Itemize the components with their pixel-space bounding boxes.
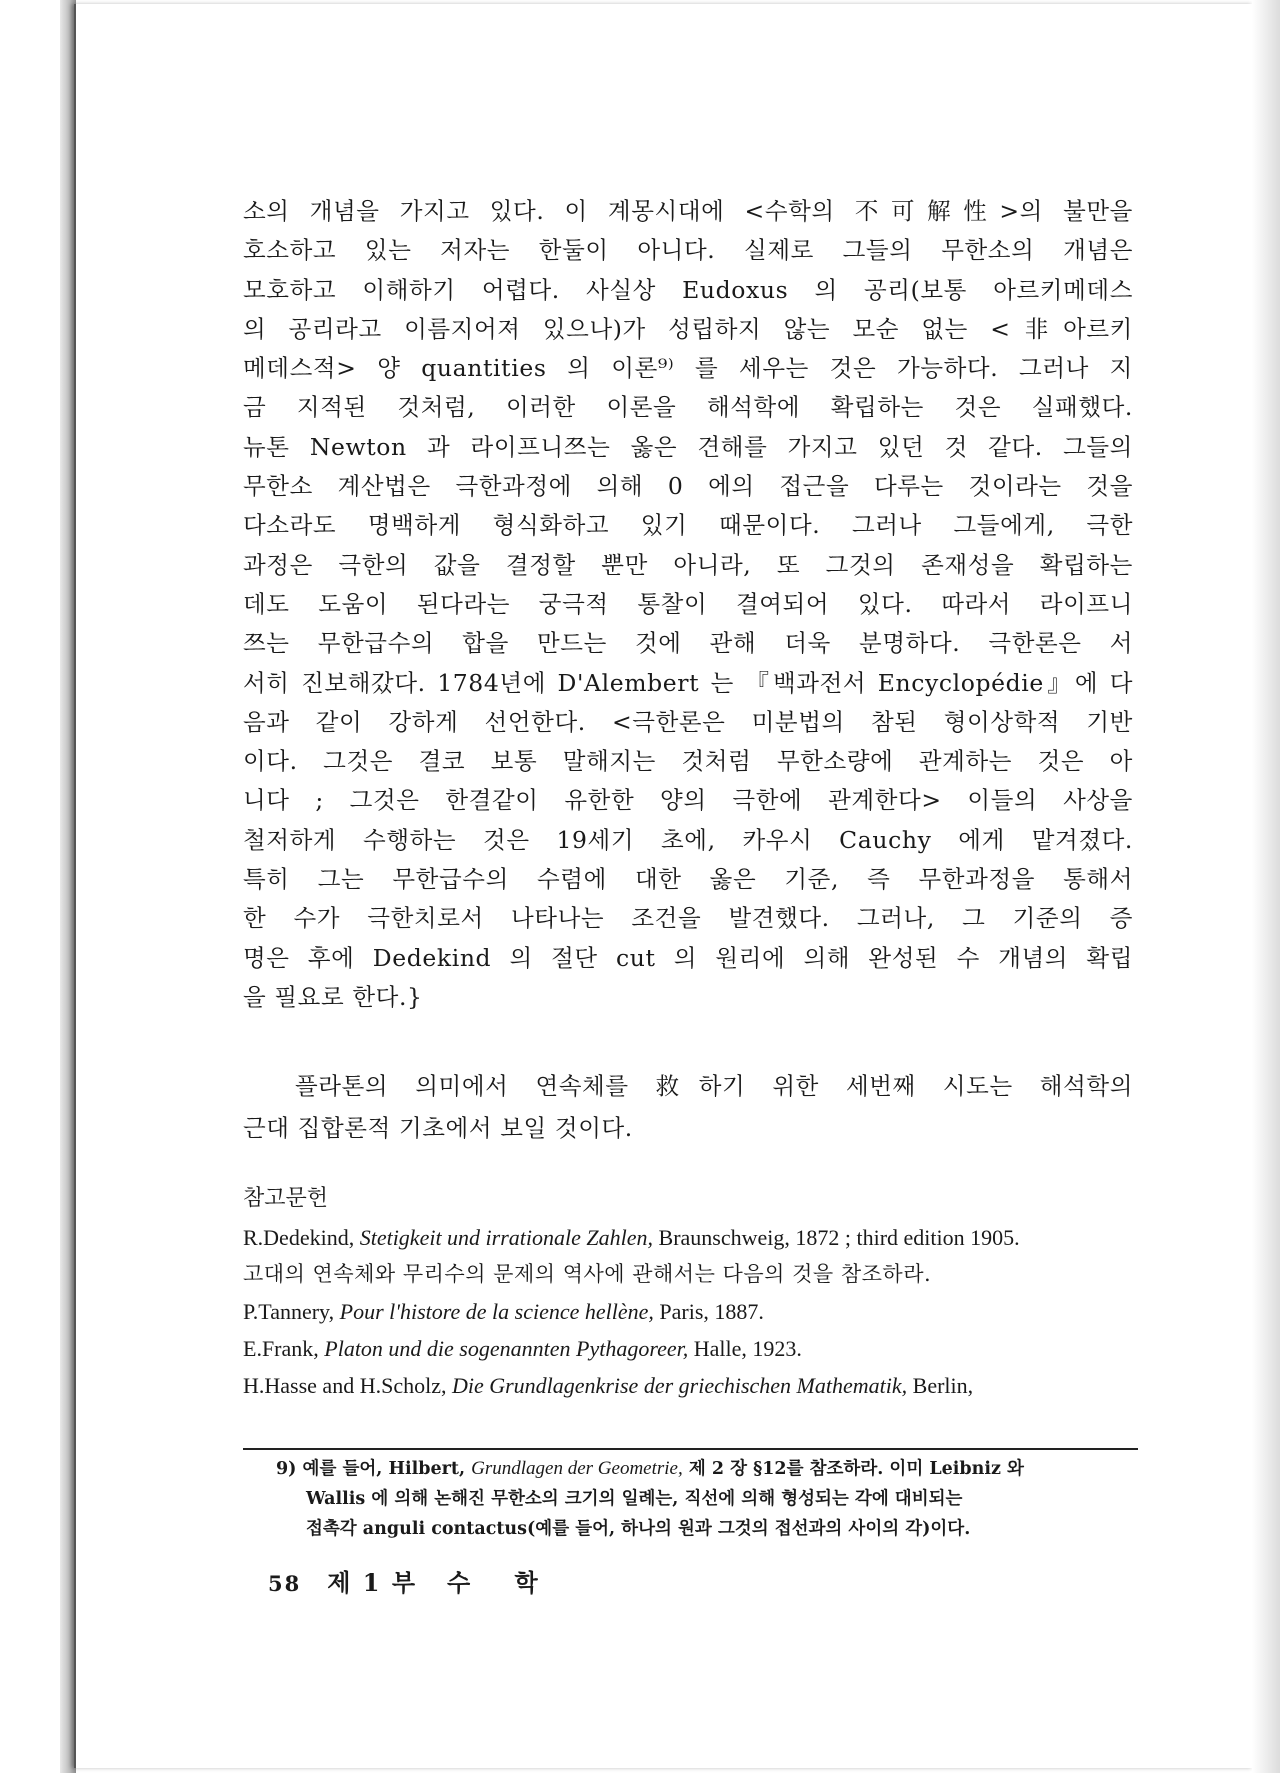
footnote-text: 제 2 장 §12를 참조하라. 이미 Leibniz 와 (682, 1459, 1024, 1479)
body-line: 소의 개념을 가지고 있다. 이 계몽시대에 <수학의 不可解性>의 불만을 (243, 197, 1133, 225)
reference-title: Pour l'histore de la science hellène, (339, 1299, 654, 1324)
second-paragraph-line: 플라톤의 의미에서 연속체를 救하기 위한 세번째 시도는 해석학의 (295, 1072, 1133, 1100)
footnote-divider (243, 1448, 1138, 1450)
body-line: 쯔는 무한급수의 합을 만드는 것에 관해 더욱 분명하다. 극한론은 서 (243, 629, 1133, 658)
reference-item (243, 1293, 1143, 1330)
page-number: 58 (268, 1571, 302, 1596)
references-section (243, 1180, 1143, 1404)
reference-details: Berlin, (907, 1373, 974, 1398)
reference-title: Stetigkeit und irrationale Zahlen, (359, 1225, 654, 1250)
reference-author: E.Frank, (243, 1336, 325, 1361)
footnote-text: 9) 예를 들어, Hilbert, (276, 1459, 472, 1479)
reference-author: P.Tannery, (243, 1299, 340, 1324)
reference-author: H.Hasse and H.Scholz, (243, 1373, 452, 1398)
reference-note: 고대의 연속체와 무리수의 문제의 역사에 관해서는 다음의 것을 참조하라. (243, 1262, 932, 1286)
body-line: 호소하고 있는 저자는 한둘이 아니다. 실제로 그들의 무한소의 개념은 (243, 236, 1133, 265)
reference-details: Paris, 1887. (653, 1299, 764, 1324)
body-line: 한 수가 극한치로서 나타나는 조건을 발견했다. 그러나, 그 기준의 증 (243, 904, 1133, 933)
second-paragraph-line: 근대 집합론적 기초에서 보일 것이다. (243, 1114, 633, 1142)
footnote (276, 1454, 1138, 1544)
body-line: 데도 도움이 된다라는 궁극적 통찰이 결여되어 있다. 따라서 라이프니 (243, 589, 1133, 618)
page-edge-shade (1252, 0, 1280, 1773)
footnote-line (276, 1454, 1138, 1484)
reference-item (243, 1219, 1143, 1256)
body-line: 의 공리라고 이름지어져 있으나)가 성립하지 않는 모순 없는 <非아르키 (243, 314, 1133, 343)
part-label: 제 1 부 (327, 1568, 418, 1597)
footnote-line: 접촉각 anguli contactus(예를 들어, 하나의 원과 그것의 접선과의 사이의 각)이다. (306, 1519, 971, 1539)
section-label: 수 학 (447, 1568, 556, 1597)
body-line: 음과 같이 강하게 선언한다. <극한론은 미분법의 참된 형이상학적 기반 (243, 707, 1133, 736)
body-line: 니다 ; 그것은 한결같이 유한한 양의 극한에 관계한다> 이들의 사상을 (243, 786, 1133, 815)
reference-title: Die Grundlagenkrise der griechischen Mathematik, (451, 1373, 908, 1398)
footnote-line: Wallis 에 의해 논해진 무한소의 크기의 일례는, 직선에 의해 형성되는 각에 대비되는 (306, 1489, 963, 1509)
body-line: 철저하게 수행하는 것은 19세기 초에, 카우시 Cauchy 에게 맡겨졌다. (243, 825, 1133, 854)
reference-item (243, 1330, 1143, 1367)
body-line: 모호하고 이해하기 어렵다. 사실상 Eudoxus 의 공리(보통 아르키메데스 (243, 275, 1133, 304)
reference-details: Halle, 1923. (688, 1336, 802, 1361)
body-line: 서히 진보해갔다. 1784년에 D'Alembert 는 『백과전서 Encyclopédie』에 다 (243, 668, 1133, 697)
footnote-title: Grundlagen der Geometrie, (471, 1458, 683, 1479)
references-heading: 참고문헌 (243, 1186, 329, 1211)
reference-item (243, 1367, 1143, 1404)
reference-title: Platon und die sogenannten Pythagoreer, (324, 1336, 689, 1361)
page-footer (268, 1563, 556, 1598)
body-line: 금 지적된 것처럼, 이러한 이론을 해석학에 확립하는 것은 실패했다. (243, 393, 1133, 422)
body-line-last: 을 필요로 한다.} (243, 982, 423, 1011)
body-line: 뉴톤 Newton 과 라이프니쯔는 옳은 견해를 가지고 있던 것 같다. 그들의 (243, 432, 1133, 461)
body-line: 이다. 그것은 결코 보통 말해지는 것처럼 무한소량에 관계하는 것은 아 (243, 747, 1133, 776)
reference-author: R.Dedekind, (243, 1225, 360, 1250)
body-line: 특히 그는 무한급수의 수렴에 대한 옳은 기준, 즉 무한과정을 통해서 (243, 865, 1133, 894)
body-line: 명은 후에 Dedekind 의 절단 cut 의 원리에 의해 완성된 수 개념의 확립 (243, 943, 1133, 972)
reference-details: Braunschweig, 1872 ; third edition 1905. (653, 1225, 1020, 1250)
body-line: 메데스적> 양 quantities 의 이론⁹⁾ 를 세우는 것은 가능하다. 그러나 지 (243, 354, 1133, 383)
body-line: 다소라도 명백하게 형식화하고 있기 때문이다. 그러나 그들에게, 극한 (243, 511, 1133, 540)
second-paragraph (243, 1065, 1133, 1149)
body-line: 과정은 극한의 값을 결정할 뿐만 아니라, 또 그것의 존재성을 확립하는 (243, 550, 1133, 579)
body-paragraph (243, 192, 1133, 1017)
body-line: 무한소 계산법은 극한과정에 의해 0 에의 접근을 다루는 것이라는 것을 (243, 472, 1133, 501)
